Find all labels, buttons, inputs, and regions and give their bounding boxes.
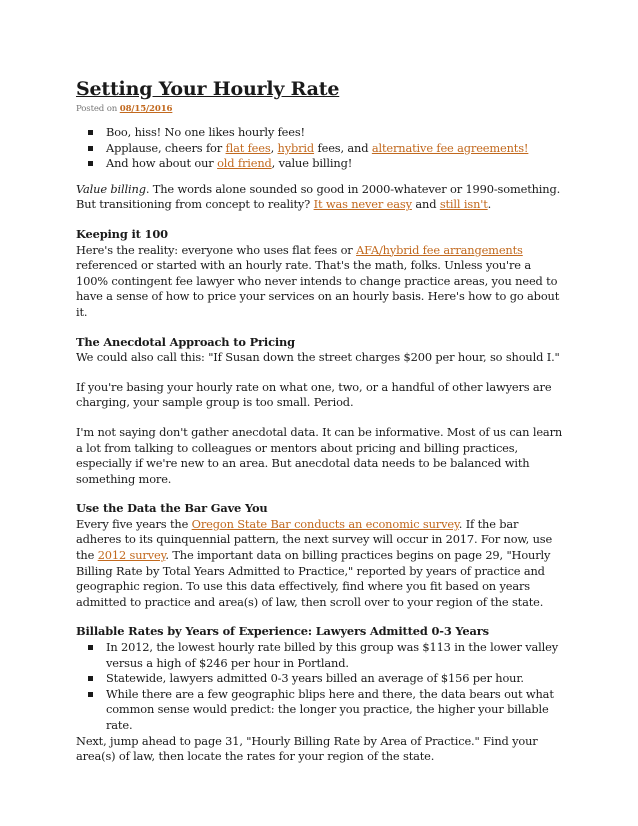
- posted-label: Posted on: [76, 104, 120, 114]
- anecdotal-paragraph-1: We could also call this: "If Susan down the street charges $200 per hour, so should I.": [76, 350, 560, 365]
- link-2012-survey[interactable]: 2012 survey: [97, 548, 166, 563]
- list-item: Applause, cheers for flat fees, hybrid fees, and alternative fee agreements!: [76, 141, 566, 157]
- list-item: While there are a few geographic blips here and there, the data bears out what common sense would predict: the longer you practice, the higher your billable rate.: [76, 687, 566, 734]
- section-heading-keeping: Keeping it 100: [76, 226, 168, 241]
- square-bullet-icon: [88, 146, 93, 151]
- list-item: And how about our old friend, value billing!: [76, 156, 566, 172]
- link-alternative-fee-agreements[interactable]: alternative fee agreements!: [371, 140, 529, 155]
- page-title: Setting Your Hourly Rate: [76, 78, 340, 100]
- section-heading-billable: Billable Rates by Years of Experience: Lawyers Admitted 0-3 Years: [76, 624, 489, 639]
- link-flat-fees[interactable]: flat fees: [225, 140, 271, 155]
- billable-after-paragraph: Next, jump ahead to page 31, "Hourly Billing Rate by Area of Practice." Find your area(s) of law, then locate the rates for your region of the state.: [76, 733, 538, 764]
- post-meta: [76, 103, 566, 115]
- link-never-easy[interactable]: It was never easy: [313, 197, 412, 212]
- anecdotal-paragraph-2: If you're basing your hourly rate on what one, two, or a handful of other lawyers are charging, your sample group is too small. Period.: [76, 379, 552, 410]
- square-bullet-icon: [88, 645, 93, 650]
- posted-date-link[interactable]: 08/15/2016: [119, 104, 173, 114]
- link-hybrid[interactable]: hybrid: [277, 140, 315, 155]
- link-osb-survey[interactable]: Oregon State Bar conducts an economic survey: [191, 516, 459, 531]
- value-billing-paragraph: Value billing. The words alone sounded so good in 2000-whatever or 1990-something. But transitioning from concept to reality? It was never easy and still isn't.: [76, 181, 561, 212]
- link-afa-hybrid[interactable]: AFA/hybrid fee arrangements: [356, 242, 523, 257]
- keeping-paragraph: Here's the reality: everyone who uses flat fees or AFA/hybrid fee arrangements referenced or started with an hourly rate. That's the math, folks. Unless you're a 100% contingent fee lawyer who never intends to change practice areas, you need to have a sense of how to price your services on an hourly basis. Here's how to go about it.: [76, 242, 560, 319]
- square-bullet-icon: [88, 130, 93, 135]
- list-item: Boo, hiss! No one likes hourly fees!: [76, 125, 566, 141]
- article: [76, 77, 566, 765]
- intro-list: [76, 125, 566, 172]
- list-item: In 2012, the lowest hourly rate billed by this group was $113 in the lower valley versus a high of $246 per hour in Portland.: [76, 640, 566, 671]
- link-still-isnt[interactable]: still isn't: [439, 197, 488, 212]
- square-bullet-icon: [88, 161, 93, 166]
- square-bullet-icon: [88, 676, 93, 681]
- billable-list: [76, 640, 566, 734]
- section-heading-bar: Use the Data the Bar Gave You: [76, 501, 268, 516]
- section-heading-anecdotal: The Anecdotal Approach to Pricing: [76, 334, 295, 349]
- square-bullet-icon: [88, 692, 93, 697]
- link-old-friend[interactable]: old friend: [217, 156, 272, 171]
- list-item: Statewide, lawyers admitted 0-3 years billed an average of $156 per hour.: [76, 671, 566, 687]
- bar-paragraph: Every five years the Oregon State Bar conducts an economic survey. If the bar adheres to its quinquennial pattern, the next survey will occur in 2017. For now, use the 2012 survey. The important data on billing practices begins on page 29, "Hourly Billing Rate by Total Years Admitted to Practice," reported by years of practice and geographic region. To use this data effectively, find where you fit based on years admitted to practice and area(s) of law, then scroll over to your region of the state.: [76, 516, 553, 609]
- anecdotal-paragraph-3: I'm not saying don't gather anecdotal data. It can be informative. Most of us can learn a lot from talking to colleagues or mentors about pricing and billing practices, especially if we're new to an area. But anecdotal data needs to be balanced with something more.: [76, 424, 563, 486]
